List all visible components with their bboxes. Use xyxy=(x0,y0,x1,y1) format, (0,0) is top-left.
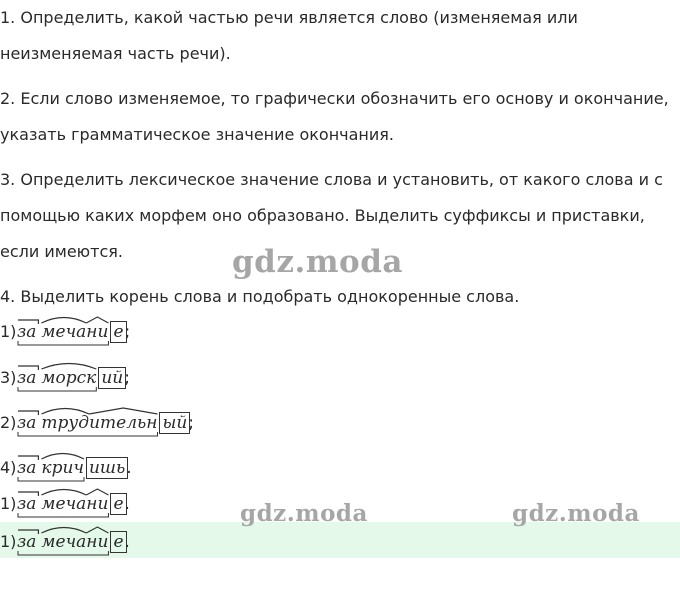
ending-morpheme-box: е xyxy=(110,321,126,343)
word-number: 3) xyxy=(0,368,17,387)
word-number: 4) xyxy=(0,458,17,477)
parsed-word xyxy=(17,364,128,392)
watermark: gdz.moda xyxy=(512,500,640,527)
prefix-morpheme: за xyxy=(17,458,37,478)
root-morpheme: труд xyxy=(41,413,90,433)
ending-morpheme-box: е xyxy=(110,531,126,553)
parsed-word-row xyxy=(0,409,300,437)
paragraph-1 xyxy=(0,0,678,72)
parsed-word xyxy=(17,318,129,346)
prefix-morpheme: за xyxy=(17,494,37,514)
word-number: 1) xyxy=(0,322,17,341)
root-morpheme: крич xyxy=(41,458,84,478)
ending-morpheme-box: ый xyxy=(159,412,190,434)
prefix-morpheme: за xyxy=(17,322,37,342)
punctuation: . xyxy=(124,532,130,552)
paragraph-line: указать грамматическое значение окончания. xyxy=(0,125,394,144)
word-number: 1) xyxy=(0,532,17,551)
word-number: 1) xyxy=(0,494,17,513)
parsed-word xyxy=(17,454,130,482)
punctuation: ; xyxy=(188,413,195,433)
parsed-word-row xyxy=(0,318,300,346)
ending-morpheme-box: ишь xyxy=(86,457,128,479)
prefix-morpheme: за xyxy=(17,532,37,552)
paragraph-line: если имеются. xyxy=(0,242,123,261)
prefix-morpheme: за xyxy=(17,368,37,388)
paragraph-line: помощью каких морфем оно образовано. Выделить суффиксы и приставки, xyxy=(0,206,645,225)
root-morpheme: меча xyxy=(41,322,87,342)
paragraph-line: 3. Определить лексическое значение слова и установить, от какого слова и с xyxy=(0,170,663,189)
parsed-word xyxy=(17,409,195,437)
watermark: gdz.moda xyxy=(240,500,368,527)
parsed-word xyxy=(17,528,129,556)
paragraph-line: 4. Выделить корень слова и подобрать однокоренные слова. xyxy=(0,287,520,306)
paragraph-line: 1. Определить, какой частью речи является слово (изменяемая или xyxy=(0,8,578,27)
parsed-word-row xyxy=(0,490,300,518)
paragraph-line: неизменяемая часть речи). xyxy=(0,44,231,63)
parsed-word-row xyxy=(0,454,300,482)
punctuation: . xyxy=(126,458,132,478)
punctuation: ; xyxy=(124,368,130,388)
parsed-word-row xyxy=(0,364,300,392)
punctuation: . xyxy=(124,494,130,514)
ending-morpheme-box: ий xyxy=(98,367,126,389)
suffix-morpheme: ительн xyxy=(89,413,158,433)
ending-morpheme-box: е xyxy=(110,493,126,515)
suffix-morpheme: ни xyxy=(86,494,109,514)
paragraph-4 xyxy=(0,279,678,315)
suffix-morpheme: ни xyxy=(86,322,109,342)
paragraph-2 xyxy=(0,81,678,153)
word-number: 2) xyxy=(0,413,17,432)
punctuation: ; xyxy=(124,322,131,342)
root-morpheme: меча xyxy=(41,532,87,552)
watermark: gdz.moda xyxy=(232,244,403,280)
parsed-word-row xyxy=(0,528,300,556)
paragraph-line: 2. Если слово изменяемое, то графически обозначить его основу и окончание, xyxy=(0,89,669,108)
prefix-morpheme: за xyxy=(17,413,37,433)
root-morpheme: меча xyxy=(41,494,87,514)
parsed-word xyxy=(17,490,129,518)
suffix-morpheme: ни xyxy=(86,532,109,552)
root-morpheme: морск xyxy=(41,368,97,388)
